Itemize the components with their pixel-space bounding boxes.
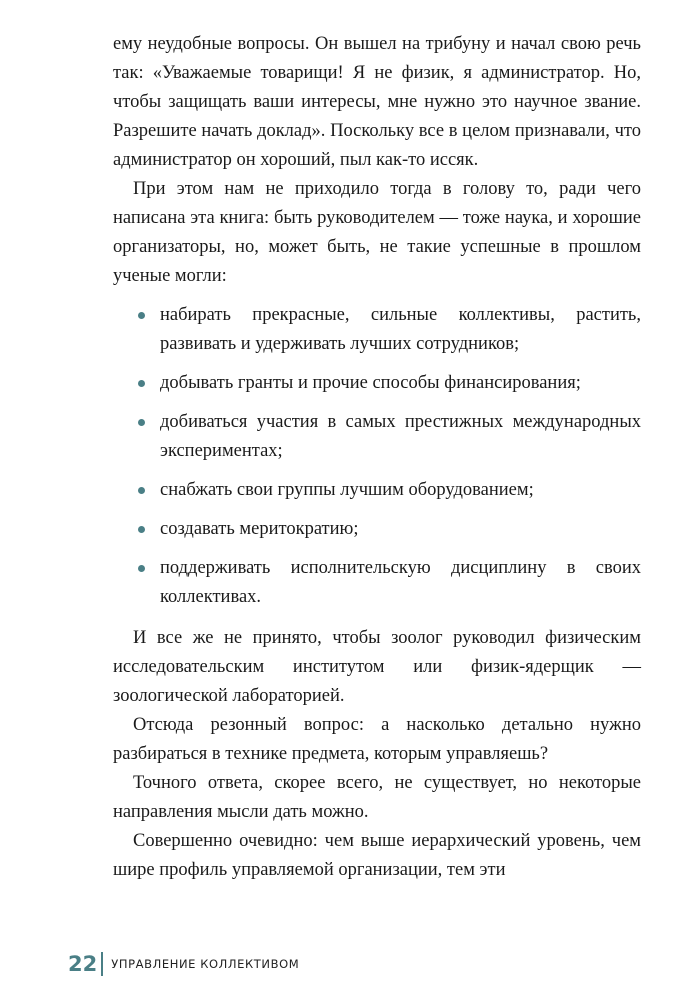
list-item-text: добывать гранты и прочие способы финансирования; [160,373,581,393]
list-item [113,301,641,359]
list-item-text: добиваться участия в самых престижных международных экспериментах; [160,412,641,461]
page-number: 22 [68,952,98,976]
bullet-icon [138,419,145,426]
list-item [113,369,641,398]
list-item [113,515,641,544]
bullet-list [113,301,641,612]
bullet-icon [138,380,145,387]
paragraph: Отсюда резонный вопрос: а насколько детально нужно разбираться в технике предмета, которым управляешь? [113,715,641,764]
list-item [113,408,641,466]
paragraph: ему неудобные вопросы. Он вышел на трибуну и начал свою речь так: «Уважаемые товарищи! Я не физик, я администратор. Но, чтобы защищать ваши интересы, мне нужно это научное звание. Разрешите начать доклад». Поскольку все в целом признавали, что администратор он хороший, пыл как-то иссяк. [113,34,641,170]
list-item [113,476,641,505]
bullet-icon [138,312,145,319]
page-footer [68,952,299,976]
list-item-text: набирать прекрасные, сильные коллективы, растить, развивать и удерживать лучших сотрудников; [160,305,641,354]
list-item-text: снабжать свои группы лучшим оборудованием; [160,480,534,500]
running-title: УПРАВЛЕНИЕ КОЛЛЕКТИВОМ [111,957,300,971]
footer-divider [101,952,103,976]
paragraph: И все же не принято, чтобы зоолог руководил физическим исследовательским институтом или физик-ядерщик — зоологической лабораторией. [113,628,641,706]
paragraph: При этом нам не приходило тогда в голову то, ради чего написана эта книга: быть руководителем — тоже наука, и хорошие организаторы, но, может быть, не такие успешные в прошлом ученые могли: [113,179,641,286]
list-item [113,554,641,612]
list-item-text: поддерживать исполнительскую дисциплину в своих коллективах. [160,558,641,607]
page-body [113,30,641,885]
paragraph: Совершенно очевидно: чем выше иерархический уровень, чем шире профиль управляемой организации, тем эти [113,831,641,880]
bullet-icon [138,487,145,494]
bullet-icon [138,526,145,533]
paragraph: Точного ответа, скорее всего, не существует, но некоторые направления мысли дать можно. [113,773,641,822]
bullet-icon [138,565,145,572]
list-item-text: создавать меритократию; [160,519,359,539]
